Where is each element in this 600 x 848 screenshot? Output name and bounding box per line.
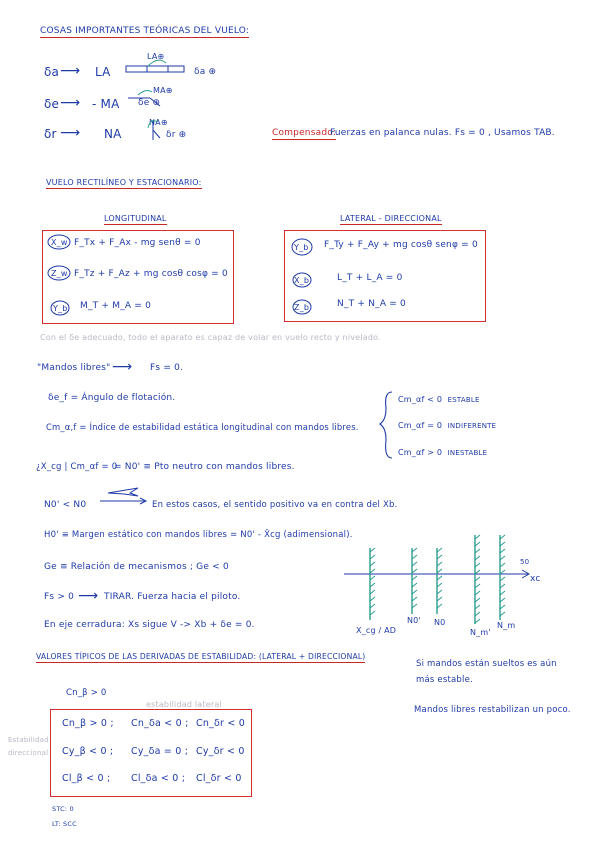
stability-case: Cm_αf > 0 INESTABLE bbox=[398, 448, 488, 457]
hatch-mark bbox=[475, 556, 480, 560]
hatch-mark bbox=[500, 563, 505, 567]
neutral-point-def: = N0' ≡ Pto neutro con mandos libres. bbox=[114, 462, 295, 472]
axis-point-label: N0' bbox=[407, 616, 421, 625]
eq-tag: Z_w bbox=[51, 269, 68, 278]
hatch-mark bbox=[412, 604, 417, 608]
typical-cell: Cl_δa < 0 ; bbox=[131, 773, 186, 784]
eq-lateral-1: F_Ty + F_Ay + mg cosθ senφ = 0 bbox=[324, 240, 478, 250]
page-title: COSAS IMPORTANTES TEÓRICAS DEL VUELO: bbox=[40, 26, 250, 36]
fs-condition: Fs > 0 bbox=[44, 592, 75, 602]
label-ma: MA⊕ bbox=[153, 86, 173, 95]
hatch-mark bbox=[500, 570, 505, 574]
hatch-mark bbox=[412, 590, 417, 594]
hatch-mark bbox=[475, 584, 480, 588]
axis-point-label: N_m bbox=[497, 621, 516, 630]
eq-tag: X_w bbox=[51, 238, 68, 247]
brace bbox=[380, 392, 392, 458]
arrow: ⟶ bbox=[112, 359, 133, 375]
stability-case: Cm_αf < 0 ESTABLE bbox=[398, 395, 480, 404]
hatch-mark bbox=[412, 555, 417, 559]
typical-pre: Cn_β > 0 bbox=[66, 688, 107, 698]
control-result-ma: - MA bbox=[92, 97, 120, 111]
rudder-sketch bbox=[148, 120, 160, 140]
hatch-mark bbox=[370, 590, 375, 594]
typical-cell: Cy_δa = 0 ; bbox=[131, 746, 189, 757]
hatch-mark bbox=[475, 577, 480, 581]
hatch-mark bbox=[412, 562, 417, 566]
typical-cell: Cy_β < 0 ; bbox=[62, 746, 114, 757]
arrow: ⟶ bbox=[78, 588, 99, 604]
hatch-mark bbox=[370, 555, 375, 559]
hatch-mark bbox=[475, 605, 480, 609]
typical-cell: Cy_δr < 0 bbox=[196, 746, 245, 757]
hatch-mark bbox=[437, 562, 442, 566]
right-note: Mandos libres restabilizan un poco. bbox=[414, 705, 571, 715]
arrow: ⟶ bbox=[60, 125, 81, 141]
hatch-mark bbox=[500, 556, 505, 560]
hatch-mark bbox=[437, 604, 442, 608]
eq-tag: X_b bbox=[294, 276, 310, 285]
right-note: Si mandos están sueltos es aún más estable. bbox=[416, 659, 557, 685]
plane-arrow bbox=[100, 488, 146, 504]
hatch-mark bbox=[475, 542, 480, 546]
elevator-sketch bbox=[128, 91, 160, 106]
hatch-mark bbox=[475, 535, 480, 539]
footnote: LT: SCC bbox=[52, 820, 77, 828]
axis-end-label: xc bbox=[530, 574, 541, 584]
label-na: NA⊕ bbox=[149, 118, 168, 127]
eq-lateral-3: N_T + N_A = 0 bbox=[337, 299, 406, 309]
hatch-mark bbox=[437, 576, 442, 580]
hatch-mark bbox=[370, 569, 375, 573]
control-delta-e: δe bbox=[44, 97, 60, 111]
label-la: LA⊕ bbox=[147, 52, 165, 61]
eq-longitudinal-2: F_Tz + F_Az + mg cosθ cosφ = 0 bbox=[74, 269, 228, 279]
axis-point-label: N_m' bbox=[470, 628, 491, 637]
hatch-mark bbox=[475, 619, 480, 623]
typical-side-note: Estabilidad direccional bbox=[8, 736, 49, 757]
longitudinal-title: LONGITUDINAL bbox=[104, 214, 167, 223]
hatch-mark bbox=[500, 549, 505, 553]
eq-tag: Y_b bbox=[294, 243, 309, 252]
eq-tag: Y_b bbox=[53, 304, 68, 313]
tag-circles bbox=[48, 235, 312, 315]
control-delta-r: δr bbox=[44, 127, 57, 141]
typical-cell: Cl_δr < 0 bbox=[196, 773, 242, 784]
control-note-a: δa ⊕ bbox=[194, 67, 217, 77]
axis-point-label: X_cg / AD bbox=[356, 626, 397, 635]
typical-cell: Cn_δr < 0 bbox=[196, 718, 245, 729]
control-note-r: δr ⊕ bbox=[166, 130, 187, 140]
hatch-mark bbox=[500, 591, 505, 595]
definition-flotacion: δe_f = Ángulo de flotación. bbox=[48, 393, 176, 403]
axis-point-label: N0 bbox=[434, 618, 446, 627]
arrow: ⟶ bbox=[60, 63, 81, 79]
axis-top-label: 50 bbox=[520, 558, 530, 566]
control-result-na: NA bbox=[104, 127, 122, 141]
hatch-mark bbox=[437, 569, 442, 573]
typical-cell: Cn_δa < 0 ; bbox=[131, 718, 189, 729]
hatch-mark bbox=[370, 576, 375, 580]
footnote: STC: 0 bbox=[52, 805, 74, 813]
control-result-la: LA bbox=[95, 65, 111, 79]
hatch-mark bbox=[412, 569, 417, 573]
steady-flight-heading: VUELO RECTILÍNEO Y ESTACIONARIO: bbox=[46, 178, 202, 187]
hatch-mark bbox=[500, 584, 505, 588]
hatch-mark bbox=[370, 548, 375, 552]
compensado-label: Compensado: bbox=[272, 128, 337, 138]
hatch-mark bbox=[370, 597, 375, 601]
hatch-mark bbox=[370, 562, 375, 566]
hatch-mark bbox=[437, 590, 442, 594]
neutral-compare-text: En estos casos, el sentido positivo va en contra del Xb. bbox=[152, 500, 398, 510]
typical-cell: Cn_β > 0 ; bbox=[62, 718, 114, 729]
hatch-mark bbox=[412, 548, 417, 552]
mandos-libres-label: "Mandos libres" bbox=[37, 363, 111, 373]
axis-sketch bbox=[344, 535, 529, 624]
neutral-point-cond: ¿X_cg | Cm_αf = 0 bbox=[36, 462, 118, 472]
definition-cm-alpha: Cm_α,f = Índice de estabilidad estática longitudinal con mandos libres. bbox=[46, 422, 359, 432]
hatch-mark bbox=[437, 583, 442, 587]
control-delta-a: δa bbox=[44, 65, 60, 79]
hatch-mark bbox=[475, 612, 480, 616]
hatch-mark bbox=[475, 591, 480, 595]
aileron-sketch bbox=[126, 60, 184, 72]
hatch-mark bbox=[500, 612, 505, 616]
hatch-mark bbox=[437, 548, 442, 552]
mandos-libres-result: Fs = 0. bbox=[150, 363, 184, 373]
hatch-mark bbox=[412, 576, 417, 580]
hatch-mark bbox=[475, 570, 480, 574]
eq-longitudinal-3: M_T + M_A = 0 bbox=[80, 301, 152, 311]
faint-note: Con el δe adecuado, todo el aparato es capaz de volar en vuelo recto y nivelado. bbox=[40, 333, 381, 342]
gearing-definition: Ge ≡ Relación de mecanismos ; Ge < 0 bbox=[44, 562, 229, 572]
hatch-mark bbox=[500, 605, 505, 609]
typical-faint: estabilidad lateral bbox=[146, 700, 222, 709]
neutral-compare-cond: N0' < N0 bbox=[44, 500, 87, 510]
arrow: ⟶ bbox=[60, 95, 81, 111]
hatch-mark bbox=[475, 598, 480, 602]
eq-longitudinal-1: F_Tx + F_Ax - mg senθ = 0 bbox=[74, 238, 201, 248]
compensado-text: Fuerzas en palanca nulas. Fs = 0 , Usamos TAB. bbox=[330, 128, 555, 138]
control-note-e: δe ⊕ bbox=[138, 98, 161, 108]
eq-lateral-2: L_T + L_A = 0 bbox=[337, 273, 403, 283]
hatch-mark bbox=[412, 597, 417, 601]
hatch-mark bbox=[370, 583, 375, 587]
stability-case: Cm_αf = 0 INDIFERENTE bbox=[398, 421, 497, 430]
eq-tag: Z_b bbox=[294, 303, 310, 312]
typical-values-heading: VALORES TÍPICOS DE LAS DERIVADAS DE ESTABILIDAD: (LATERAL + DIRECCIONAL) bbox=[36, 652, 366, 661]
equilibrium-note: En eje cerradura: Xs sigue V -> Xb + δe = 0. bbox=[44, 620, 255, 630]
typical-cell: Cl_β < 0 ; bbox=[62, 773, 111, 784]
margin-definition: H0' ≡ Margen estático con mandos libres = N0' - X̂cg (adimensional). bbox=[44, 530, 353, 540]
fs-text: TIRAR. Fuerza hacia el piloto. bbox=[104, 592, 241, 602]
hatch-mark bbox=[475, 549, 480, 553]
hatch-mark bbox=[370, 611, 375, 615]
hatch-mark bbox=[500, 577, 505, 581]
hatch-mark bbox=[412, 583, 417, 587]
hatch-mark bbox=[437, 555, 442, 559]
hatch-mark bbox=[500, 598, 505, 602]
hatch-mark bbox=[437, 597, 442, 601]
hatch-mark bbox=[500, 535, 505, 539]
hatch-mark bbox=[370, 604, 375, 608]
lateral-title: LATERAL - DIRECCIONAL bbox=[340, 214, 442, 223]
hatch-mark bbox=[500, 542, 505, 546]
hatch-mark bbox=[475, 563, 480, 567]
